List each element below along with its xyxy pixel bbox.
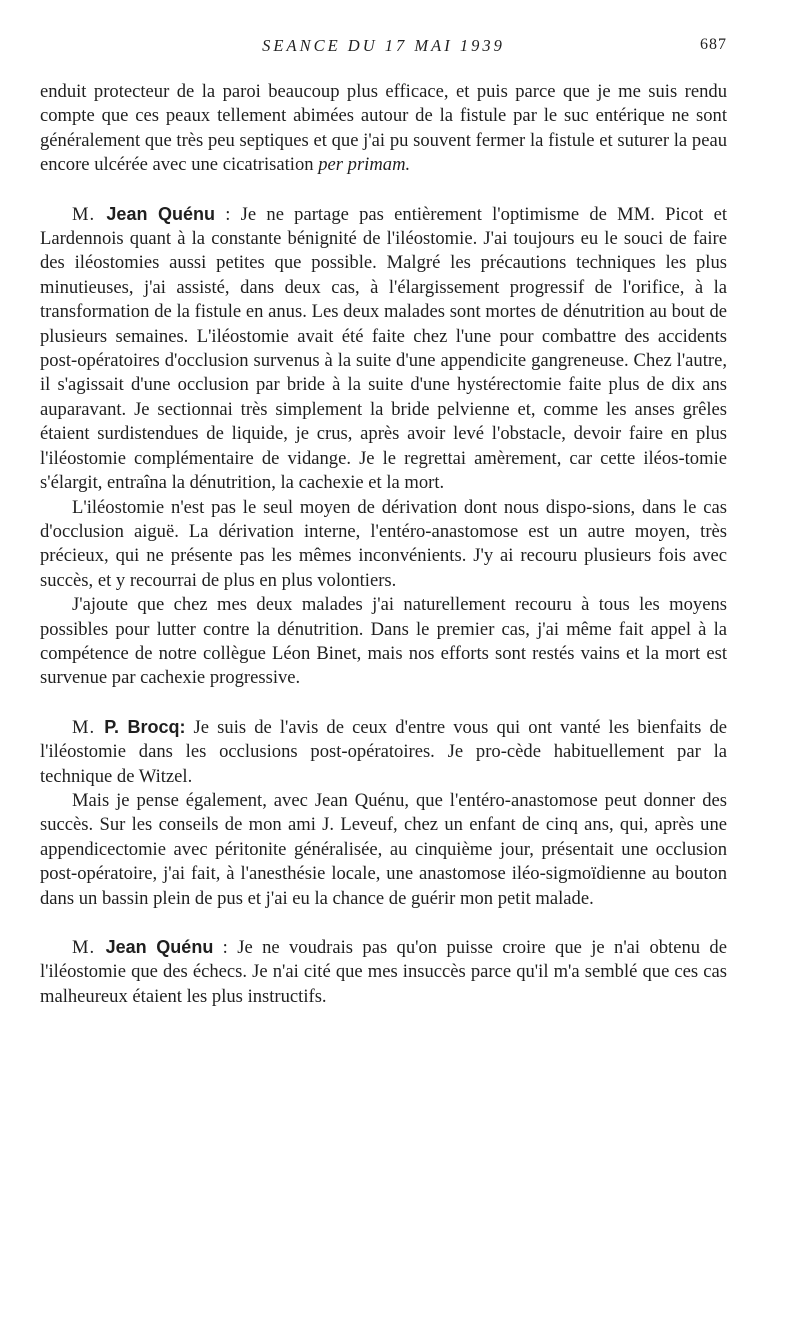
- document-body: [40, 80, 727, 1009]
- speaker-name: Jean Quénu: [105, 937, 214, 957]
- paragraph-continuation: [40, 80, 727, 178]
- paragraph-text: J'ajoute que chez mes deux malades j'ai naturellement recouru à tous les moyens possibles pour lutter contre la dénutrition. Dans le premier cas, j'ai même fait appel à la compétence de notre collègue Léon Binet, mais nos efforts sont restés vains et la mort est survenue par cachexie progressive.: [40, 594, 727, 689]
- italic-text: per primam.: [318, 154, 411, 176]
- speaker-title: M.: [72, 716, 105, 738]
- paragraph-text: : Je ne partage pas entièrement l'optimisme de MM. Picot et Lardennois quant à la constante bénignité de l'iléostomie. J'ai toujours eu le souci de faire des iléostomies aussi petites que possible. Malgré les précautions techniques les plus minutieuses, j'ai assisté, dans deux cas, à l'élargissement progressif de l'orifice, à la transformation de la fistule en anus. Les deux malades sont mortes de dénutrition au bout de plusieurs semaines. L'iléostomie avait été faite chez l'une pour combattre des accidents post-opératoires d'occlusion survenus à la suite d'une appendicite gangreneuse. Chez l'autre, il s'agissait d'une occlusion par bride à la suite d'une hystérectomie faite plus de dix ans auparavant. Je sectionnai très simplement la bride pelvienne et, comme les anses grêles étaient surdistendues de liquide, je crus, après avoir levé l'obstacle, devoir faire en plus l'iléostomie complémentaire de vidange. Je le regrettai amèrement, car cette iléos-tomie s'élargit, entraîna la dénutrition, la cachexie et la mort.: [40, 203, 727, 494]
- page-number: 687: [700, 36, 727, 53]
- paragraph-text: enduit protecteur de la paroi beaucoup plus efficace, et puis parce que je me suis rendu compte que ces peaux tellement abimées autour de la fistule par le suc entérique ne sont généralement que très peu septiques et que j'ai pu souvent fermer la fistule et suturer la peau encore ulcérée avec une cicatrisation: [40, 81, 727, 176]
- speaker-title: M.: [72, 937, 106, 958]
- running-header: [40, 36, 727, 66]
- paragraph-text: L'iléostomie n'est pas le seul moyen de dérivation dont nous dispo-sions, dans le cas d'occlusion aiguë. La dérivation interne, l'entéro-anastomose est un autre moyen, très précieux, qui ne présente pas les mêmes inconvénients. J'y ai recouru plusieurs fois avec succès, et y recourrai de plus en plus volontiers.: [40, 496, 727, 591]
- paragraph-quenu-reply: [40, 935, 727, 1009]
- speaker-name: P. Brocq:: [104, 716, 186, 737]
- header-title: SEANCE DU 17 MAI 1939: [262, 36, 505, 55]
- paragraph-quenu-remarks: [40, 202, 727, 496]
- paragraph-entero-anastomose: [40, 789, 727, 911]
- paragraph-brocq-remarks: [40, 715, 727, 789]
- document-page: [40, 36, 727, 1009]
- paragraph-text: : Je ne voudrais pas qu'on puisse croire que je n'ai obtenu de l'iléostomie que des échecs. Je n'ai cité que mes insuccès parce qu'il m'a semblé que ces cas malheureux étaient les plus instructifs.: [40, 937, 727, 1007]
- speaker-title: M.: [72, 203, 107, 225]
- paragraph-denutrition: [40, 593, 727, 691]
- paragraph-text: Je suis de l'avis de ceux d'entre vous qui ont vanté les bienfaits de l'iléostomie dans les occlusions post-opératoires. Je pro-cède habituellement par la technique de Witzel.: [40, 716, 727, 787]
- paragraph-text: Mais je pense également, avec Jean Quénu, que l'entéro-anastomose peut donner des succès. Sur les conseils de mon ami J. Leveuf, chez un enfant de cinq ans, qui, après une appendicectomie avec péritonite généralisée, au cinquième jour, présentait une occlusion post-opératoire, j'ai fait, à l'anesthésie locale, une anastomose iléo-sigmoïdienne au bouton dans un bassin plein de pus et j'ai eu la chance de guérir mon petit malade.: [40, 789, 727, 909]
- speaker-name: Jean Quénu: [106, 203, 216, 224]
- paragraph-ileostomy-derivation: [40, 496, 727, 594]
